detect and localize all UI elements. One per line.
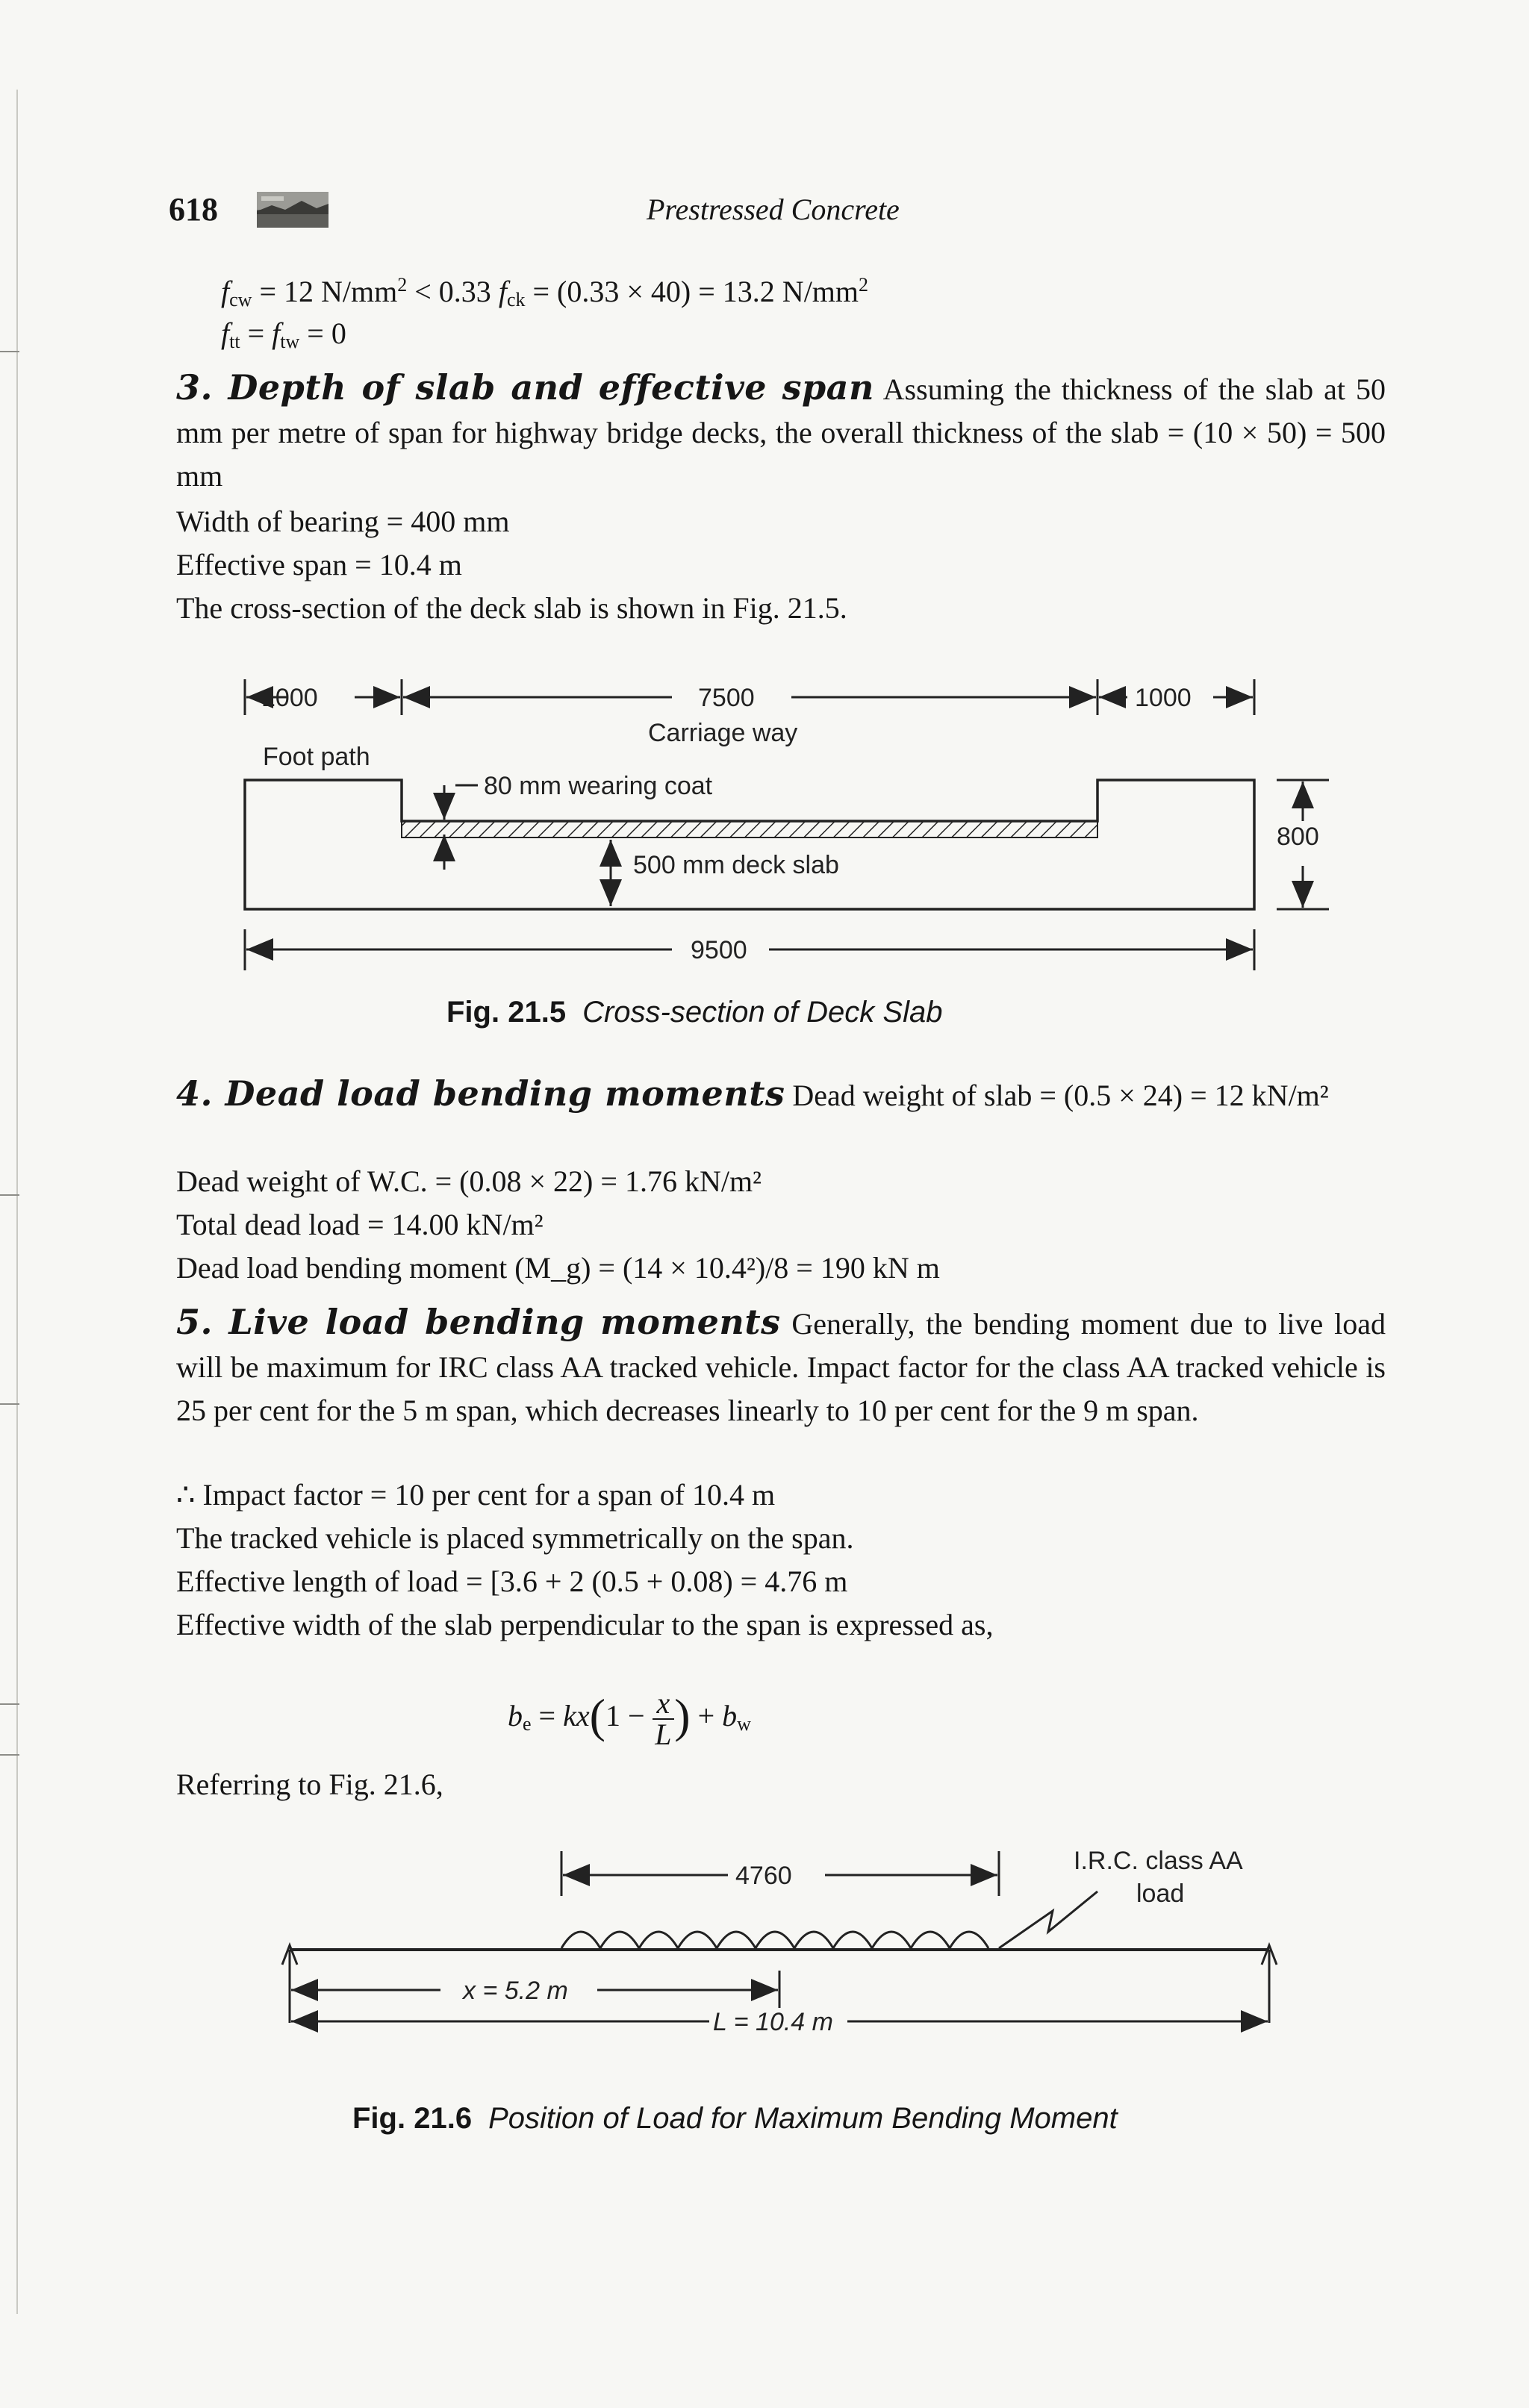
running-title: Prestressed Concrete bbox=[647, 193, 900, 226]
dim-9500: 9500 bbox=[691, 936, 747, 964]
caption-number: Fig. 21.6 bbox=[352, 2102, 473, 2135]
dim-1000-left: 1000 bbox=[261, 684, 318, 712]
section-3-heading: 3. Depth of slab and effective span bbox=[176, 367, 874, 408]
section-3-text: Assuming the thickness of the slab at 50 mm per metre of span for highway bridge decks, the overall thickness of the slab = (10 × 50) = 500 mm bbox=[176, 372, 1386, 493]
load-length-4760: 4760 bbox=[735, 1862, 792, 1890]
depth-800-label: 800 bbox=[1277, 823, 1319, 851]
section-3-paragraph bbox=[176, 366, 1386, 498]
dim-7500: 7500 bbox=[698, 684, 755, 712]
margin-tick bbox=[0, 1754, 19, 1756]
caption-number: Fig. 21.5 bbox=[446, 996, 567, 1029]
wearing-coat-label: 80 mm wearing coat bbox=[484, 772, 713, 800]
carriage-way-label: Carriage way bbox=[648, 719, 798, 747]
formula-effective-width: $b_e = kx(1$ − $\frac{x}{L}$ ) + $b_w$ bbox=[508, 1686, 751, 1751]
section-5-text: Generally, the bending moment due to live load will be maximum for IRC class AA tracked vehicle. Impact factor for the class AA tracked vehicle is 25 per cent for the 5 m span, which decreases linearly to 10 per cent for the 9 m span. bbox=[176, 1307, 1386, 1427]
equation-ftt: $f_{tt} = f_{tw} = 0$ bbox=[221, 316, 346, 352]
load-label-line2: load bbox=[1136, 1880, 1185, 1908]
figure-21-6-caption bbox=[352, 2102, 1118, 2136]
caption-text: Position of Load for Maximum Bending Moment bbox=[488, 2102, 1118, 2135]
L-dimension-label: L = 10.4 m bbox=[713, 2008, 833, 2036]
wearing-coat-layer bbox=[402, 821, 1097, 838]
text-line: Dead load bending moment (M_g) = (14 × 10.4²)/8 = 190 kN m bbox=[176, 1251, 940, 1285]
figure-21-5-caption bbox=[446, 996, 942, 1029]
text-line: ∴ Impact factor = 10 per cent for a span of 10.4 m bbox=[176, 1478, 776, 1512]
section-5-paragraph bbox=[176, 1300, 1386, 1432]
section-4-heading: 4. Dead load bending moments bbox=[176, 1073, 785, 1114]
section-4-paragraph bbox=[176, 1072, 1386, 1117]
foot-path-label: Foot path bbox=[263, 743, 370, 771]
referring-line: Referring to Fig. 21.6, bbox=[176, 1768, 443, 1801]
caption-text: Cross-section of Deck Slab bbox=[582, 996, 943, 1029]
text-line: Effective width of the slab perpendicular to the span is expressed as, bbox=[176, 1608, 994, 1641]
section-5-heading: 5. Live load bending moments bbox=[176, 1302, 781, 1342]
margin-tick bbox=[0, 1403, 19, 1405]
margin-tick bbox=[0, 1703, 19, 1705]
text-line: The tracked vehicle is placed symmetrically on the span. bbox=[176, 1521, 854, 1555]
page-header bbox=[169, 190, 1363, 235]
margin-tick bbox=[0, 351, 19, 352]
equation-fcw: $f_{cw} = 12$ $N/mm^2 < 0.33$ $f_{ck} = (0.33 \times 40) = 13.2$ $N/mm^2$ bbox=[221, 274, 869, 311]
load-label-line1: I.R.C. class AA bbox=[1074, 1847, 1243, 1875]
page-edge bbox=[16, 90, 18, 2314]
dim-1000-right: 1000 bbox=[1135, 684, 1192, 712]
text-line: The cross-section of the deck slab is shown in Fig. 21.5. bbox=[176, 591, 847, 625]
text-line: Effective length of load = [3.6 + 2 (0.5 + 0.08) = 4.76 m bbox=[176, 1565, 848, 1598]
text-line: Width of bearing = 400 mm bbox=[176, 505, 510, 538]
text-line: Total dead load = 14.00 kN/m² bbox=[176, 1208, 544, 1241]
text-line: Effective span = 10.4 m bbox=[176, 548, 462, 581]
header-ornament bbox=[257, 192, 328, 228]
text-line: Dead weight of W.C. = (0.08 × 22) = 1.76 kN/m² bbox=[176, 1164, 762, 1198]
section-4-text: Dead weight of slab = (0.5 × 24) = 12 kN/m² bbox=[792, 1079, 1329, 1112]
margin-tick bbox=[0, 1194, 19, 1196]
deck-slab-label: 500 mm deck slab bbox=[633, 851, 839, 879]
x-dimension-label: x = 5.2 m bbox=[463, 1977, 568, 2005]
page-number: 618 bbox=[169, 191, 218, 228]
